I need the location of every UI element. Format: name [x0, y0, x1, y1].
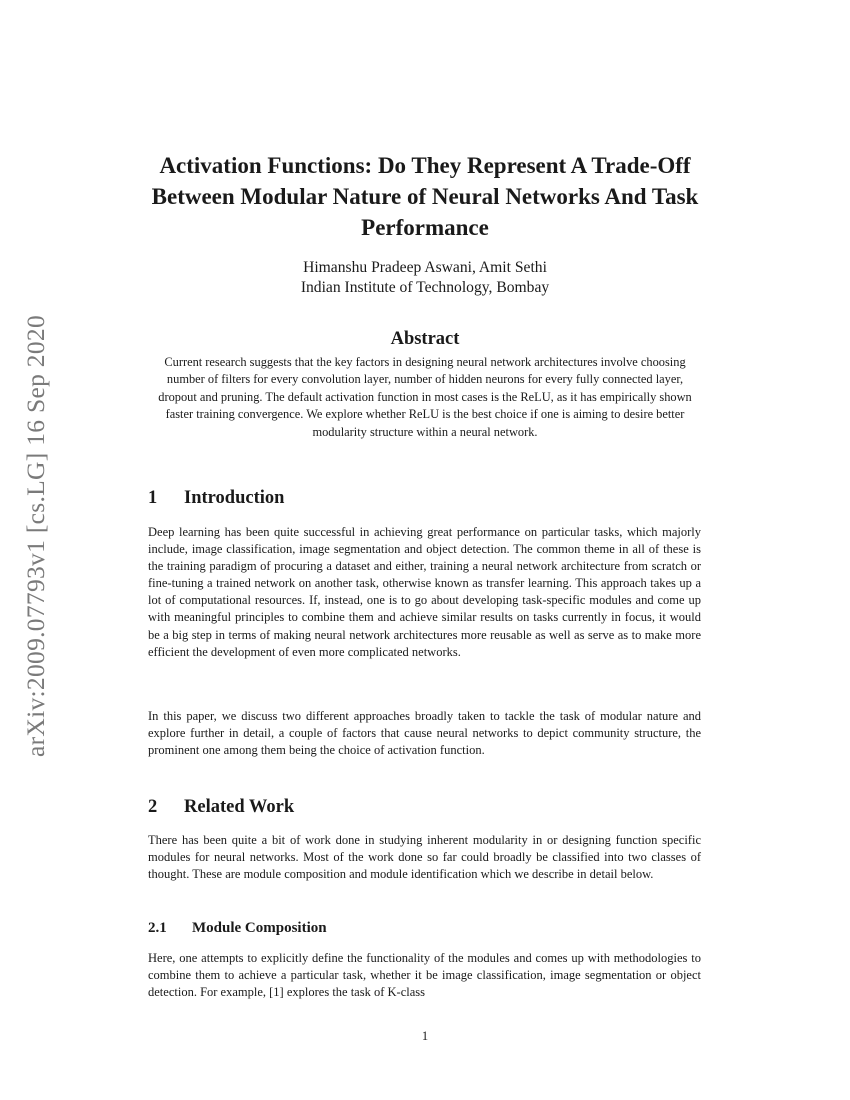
- section-number: 1: [148, 488, 158, 508]
- paragraph: There has been quite a bit of work done in studying inherent modularity in or designing function specific modules for neural networks. Most of the work done so far could broadly be classified into two classes of thought. These are module composition and module identification which we describe in detail below.: [148, 833, 701, 882]
- subsection-title: Module Composition: [192, 920, 327, 936]
- abstract-text: Current research suggests that the key factors in designing neural network architectures involve choosing number of filters for every convolution layer, number of hidden neurons for every fully connected layer, dropout and pruning. The default activation function in most cases is the ReLU, as it has empirically shown faster training convergence. We explore whether ReLU is the best choice if one is aiming to desire better modularity structure within a neural network.: [158, 355, 692, 439]
- subsection-number: 2.1: [148, 920, 167, 936]
- author-names: Himanshu Pradeep Aswani, Amit Sethi: [303, 259, 547, 276]
- arxiv-identifier-stamp: arXiv:2009.07793v1 [cs.LG] 16 Sep 2020: [21, 314, 50, 758]
- section-heading-introduction: [148, 488, 284, 509]
- paragraph: Deep learning has been quite successful in achieving great performance on particular tasks, which majorly include, image classification, image segmentation and object detection. The common theme in all of these is the training paradigm of procuring a dataset and either, training a neural network architecture from scratch or fine-tuning a trained network on another task, otherwise known as transfer learning. This approach takes up a lot of computational resources. If, instead, one is to go about developing task-specific modules and come up with meaningful principles to combine them and achieve similar results on tasks currently in focus, it would be a big step in terms of making neural network architectures more reusable as well as serve as to make more efficient the development of even more complicated networks.: [148, 525, 701, 659]
- section-title: Introduction: [184, 488, 285, 508]
- section-number: 2: [148, 797, 158, 817]
- abstract-heading: Abstract: [390, 329, 460, 349]
- paragraph: Here, one attempts to explicitly define the functionality of the modules and comes up with methodologies to combine them to achieve a particular task, whether it be image classification, image segmentation or object detection. For example, [1] explores the task of K-class: [148, 951, 701, 1000]
- author-affiliation: Indian Institute of Technology, Bombay: [300, 279, 550, 296]
- section-title: Related Work: [184, 797, 295, 817]
- page-number: 1: [421, 1029, 429, 1043]
- paper-title: Activation Functions: Do They Represent A Trade-Off Between Modular Nature of Neural Networks And Task Performance: [151, 153, 699, 240]
- subsection-heading-module-composition: [148, 920, 327, 937]
- author-block: [140, 258, 710, 298]
- paragraph: In this paper, we discuss two different approaches broadly taken to tackle the task of modular nature and explore further in detail, a couple of factors that cause neural networks to depict community structure, the prominent one among them being the choice of activation function.: [148, 709, 701, 758]
- section-heading-related-work: [148, 797, 294, 818]
